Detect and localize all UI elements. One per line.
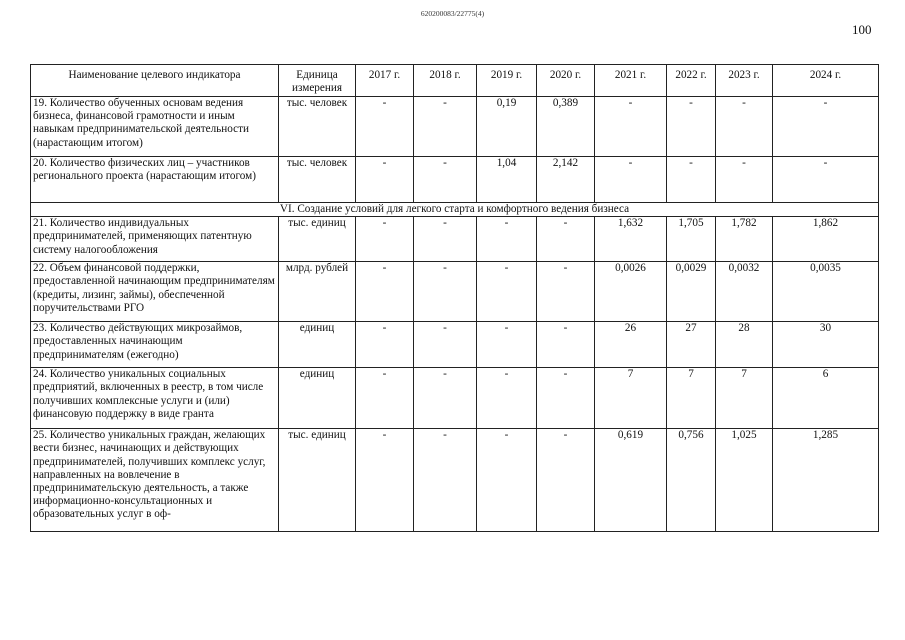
value-2017: - bbox=[356, 322, 414, 368]
value-2024: 30 bbox=[773, 322, 879, 368]
value-2021: 0,0026 bbox=[595, 262, 667, 322]
value-2020: - bbox=[537, 217, 595, 262]
value-2018: - bbox=[414, 157, 477, 203]
table-row bbox=[31, 429, 879, 532]
value-2022: 0,0029 bbox=[667, 262, 716, 322]
value-2018: - bbox=[414, 97, 477, 157]
value-2019: - bbox=[477, 368, 537, 429]
value-2022: - bbox=[667, 97, 716, 157]
value-2020: - bbox=[537, 322, 595, 368]
value-2018: - bbox=[414, 429, 477, 532]
value-2018: - bbox=[414, 368, 477, 429]
indicators-table bbox=[30, 64, 879, 532]
value-2022: 7 bbox=[667, 368, 716, 429]
indicator-name: 25. Количество уникальных граждан, желающих вести бизнес, начинающих и действующих предпринимателей, получивших комплекс услуг, направленных на вовлечение в предпринимательскую деятельность, а также информационно-консультационных и образовательных услуг в оф- bbox=[31, 429, 279, 532]
value-2017: - bbox=[356, 217, 414, 262]
indicator-name: 22. Объем финансовой поддержки, предоставленной начинающим предпринимателям (кредиты, лизинг, займы), обеспеченной поручительствами РГО bbox=[31, 262, 279, 322]
value-2023: 1,025 bbox=[716, 429, 773, 532]
header-year-2024: 2024 г. bbox=[773, 65, 879, 97]
indicator-unit: тыс. человек bbox=[279, 157, 356, 203]
value-2021: 1,632 bbox=[595, 217, 667, 262]
indicator-name: 19. Количество обученных основам ведения бизнеса, финансовой грамотности и иным навыкам предпринимательской деятельности (нарастающим итогом) bbox=[31, 97, 279, 157]
table-row bbox=[31, 157, 879, 203]
value-2024: 1,862 bbox=[773, 217, 879, 262]
indicator-unit: тыс. единиц bbox=[279, 217, 356, 262]
value-2022: 1,705 bbox=[667, 217, 716, 262]
value-2023: - bbox=[716, 157, 773, 203]
value-2021: 0,619 bbox=[595, 429, 667, 532]
value-2019: - bbox=[477, 217, 537, 262]
value-2022: 27 bbox=[667, 322, 716, 368]
value-2020: - bbox=[537, 368, 595, 429]
table-row bbox=[31, 97, 879, 157]
value-2021: - bbox=[595, 157, 667, 203]
value-2024: 1,285 bbox=[773, 429, 879, 532]
value-2023: 7 bbox=[716, 368, 773, 429]
value-2024: 6 bbox=[773, 368, 879, 429]
header-year-2020: 2020 г. bbox=[537, 65, 595, 97]
indicator-name: 24. Количество уникальных социальных предприятий, включенных в реестр, в том числе получивших комплексные услуги и (или) финансовую поддержку в виде гранта bbox=[31, 368, 279, 429]
section-row bbox=[31, 203, 879, 217]
indicator-unit: млрд. рублей bbox=[279, 262, 356, 322]
value-2023: 1,782 bbox=[716, 217, 773, 262]
table-row bbox=[31, 217, 879, 262]
table-row bbox=[31, 368, 879, 429]
value-2020: - bbox=[537, 429, 595, 532]
indicator-name: 20. Количество физических лиц – участников регионального проекта (нарастающим итогом) bbox=[31, 157, 279, 203]
value-2018: - bbox=[414, 322, 477, 368]
header-unit: Единица измерения bbox=[279, 65, 356, 97]
value-2020: 0,389 bbox=[537, 97, 595, 157]
indicator-name: 21. Количество индивидуальных предпринимателей, применяющих патентную систему налогообложения bbox=[31, 217, 279, 262]
value-2021: 7 bbox=[595, 368, 667, 429]
header-year-2017: 2017 г. bbox=[356, 65, 414, 97]
value-2023: 0,0032 bbox=[716, 262, 773, 322]
header-year-2023: 2023 г. bbox=[716, 65, 773, 97]
table-row bbox=[31, 262, 879, 322]
value-2019: 0,19 bbox=[477, 97, 537, 157]
value-2017: - bbox=[356, 262, 414, 322]
value-2022: - bbox=[667, 157, 716, 203]
value-2017: - bbox=[356, 157, 414, 203]
table-row bbox=[31, 322, 879, 368]
header-year-2021: 2021 г. bbox=[595, 65, 667, 97]
value-2017: - bbox=[356, 368, 414, 429]
value-2017: - bbox=[356, 429, 414, 532]
value-2017: - bbox=[356, 97, 414, 157]
value-2019: 1,04 bbox=[477, 157, 537, 203]
header-year-2022: 2022 г. bbox=[667, 65, 716, 97]
value-2022: 0,756 bbox=[667, 429, 716, 532]
value-2018: - bbox=[414, 217, 477, 262]
page-number: 100 bbox=[852, 22, 872, 37]
header-year-2019: 2019 г. bbox=[477, 65, 537, 97]
section-title: VI. Создание условий для легкого старта и комфортного ведения бизнеса bbox=[31, 203, 879, 217]
value-2021: 26 bbox=[595, 322, 667, 368]
value-2018: - bbox=[414, 262, 477, 322]
value-2021: - bbox=[595, 97, 667, 157]
value-2020: - bbox=[537, 262, 595, 322]
value-2024: - bbox=[773, 97, 879, 157]
header-year-2018: 2018 г. bbox=[414, 65, 477, 97]
value-2019: - bbox=[477, 262, 537, 322]
indicator-unit: единиц bbox=[279, 322, 356, 368]
indicator-unit: единиц bbox=[279, 368, 356, 429]
value-2019: - bbox=[477, 429, 537, 532]
value-2019: - bbox=[477, 322, 537, 368]
document-code: 620200083/22775(4) bbox=[420, 9, 485, 18]
value-2024: 0,0035 bbox=[773, 262, 879, 322]
value-2023: 28 bbox=[716, 322, 773, 368]
value-2020: 2,142 bbox=[537, 157, 595, 203]
indicator-unit: тыс. человек bbox=[279, 97, 356, 157]
value-2023: - bbox=[716, 97, 773, 157]
indicator-name: 23. Количество действующих микрозаймов, предоставленных начинающим предпринимателям (ежегодно) bbox=[31, 322, 279, 368]
header-indicator-name: Наименование целевого индикатора bbox=[31, 65, 279, 97]
header-row bbox=[31, 65, 879, 97]
value-2024: - bbox=[773, 157, 879, 203]
indicator-unit: тыс. единиц bbox=[279, 429, 356, 532]
